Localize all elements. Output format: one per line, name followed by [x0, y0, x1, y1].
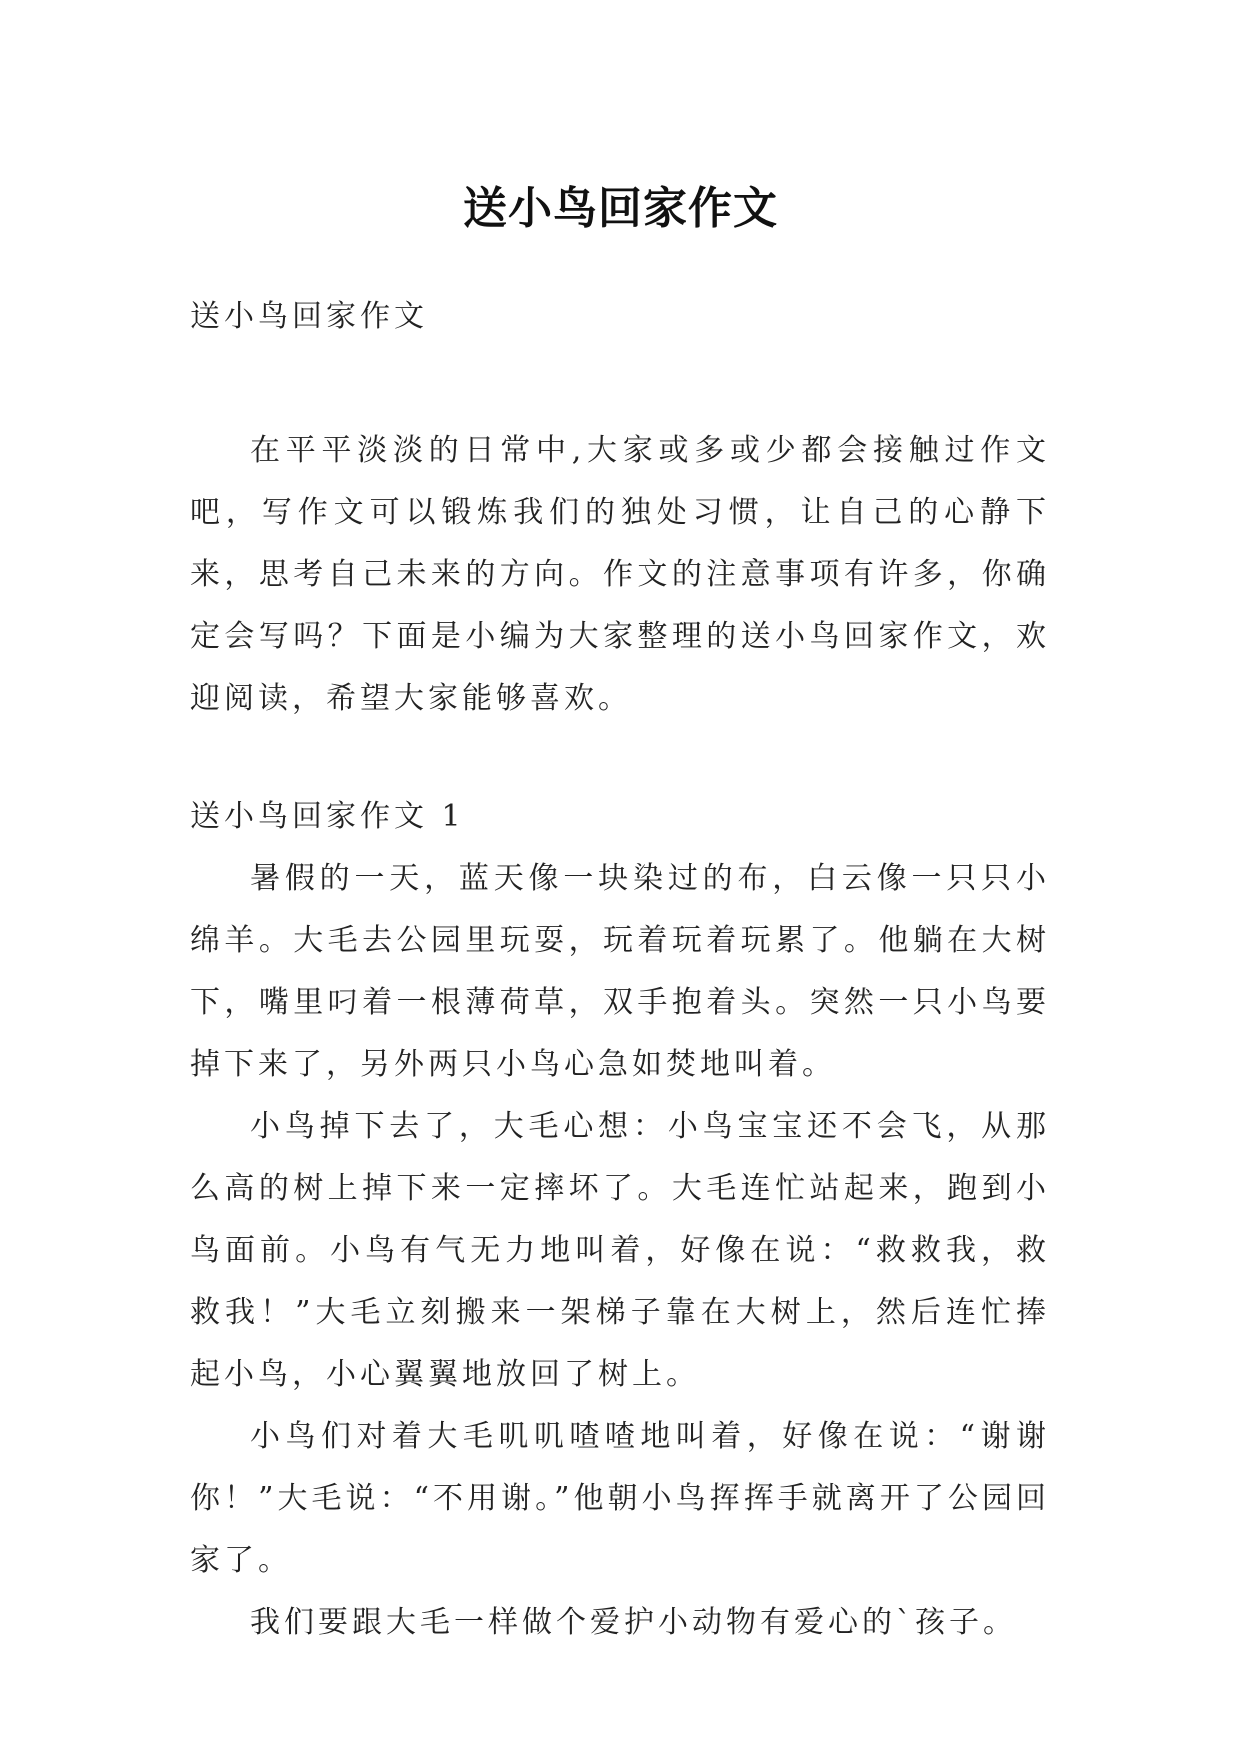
- section-heading: 送小鸟回家作文 1: [190, 799, 465, 834]
- document-title: 送小鸟回家作文: [463, 183, 778, 235]
- document-body: [190, 286, 1050, 1654]
- body-paragraph: 小鸟们对着大毛叽叽喳喳地叫着，好像在说：“谢谢你！”大毛说：“不用谢。”他朝小鸟挥挥手就离开了公园回家了。: [190, 1419, 1050, 1578]
- body-paragraph: 我们要跟大毛一样做个爱护小动物有爱心的`孩子。: [250, 1605, 1017, 1640]
- body-paragraph: 小鸟掉下去了，大毛心想：小鸟宝宝还不会飞，从那么高的树上掉下来一定摔坏了。大毛连忙站起来，跑到小鸟面前。小鸟有气无力地叫着，好像在说：“救救我，救救我！”大毛立刻搬来一架梯子靠在大树上，然后连忙捧起小鸟，小心翼翼地放回了树上。: [190, 1109, 1050, 1392]
- spacer: [190, 348, 1050, 420]
- document-subtitle: 送小鸟回家作文: [190, 299, 428, 334]
- spacer: [190, 730, 1050, 786]
- intro-paragraph: 在平平淡淡的日常中,大家或多或少都会接触过作文吧，写作文可以锻炼我们的独处习惯，让自己的心静下来，思考自己未来的方向。作文的注意事项有许多，你确定会写吗？下面是小编为大家整理的送小鸟回家作文，欢迎阅读，希望大家能够喜欢。: [190, 433, 1050, 716]
- body-paragraph: 暑假的一天，蓝天像一块染过的布，白云像一只只小绵羊。大毛去公园里玩耍，玩着玩着玩累了。他躺在大树下，嘴里叼着一根薄荷草，双手抱着头。突然一只小鸟要掉下来了，另外两只小鸟心急如焚地叫着。: [190, 861, 1050, 1082]
